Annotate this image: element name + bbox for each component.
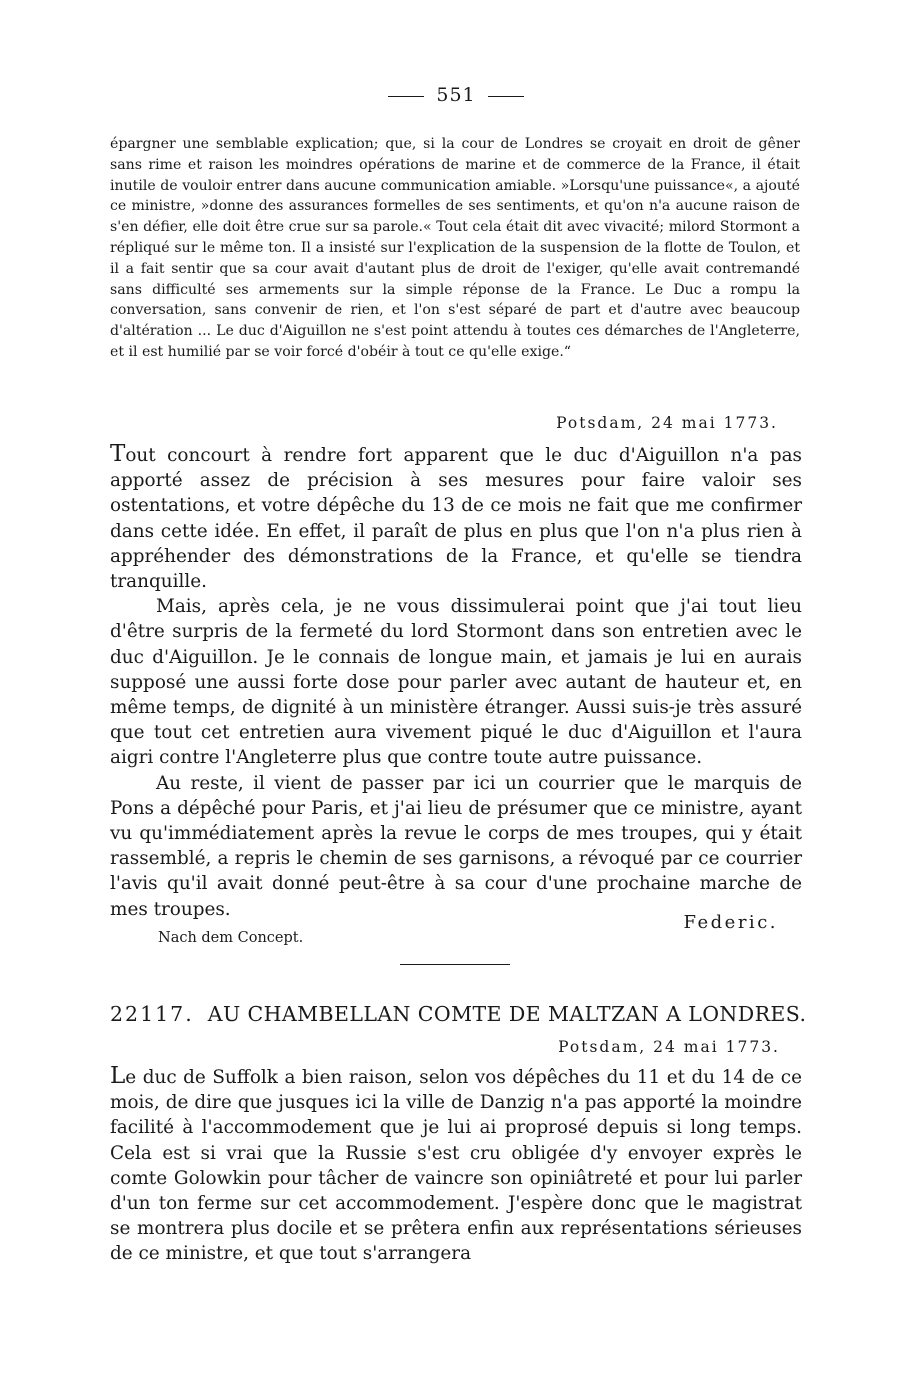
quoted-report: épargner une semblable explication; que, si la cour de Londres se croyait en droit de gêner sans rime et raison les moindres opérations de marine et de commerce de la France, il était inutile de vouloir entrer dans aucune communication amiable. »Lorsqu'une puissance«, a ajouté ce ministre, »donne des assurances formelles de ses sentiments, et qu'on n'a aucune raison de s'en défier, elle doit être crue sur sa parole.« Tout cela était dit avec vivacité; milord Stormont a répliqué sur le même ton. Il a insisté sur l'explication de la suspension de la flotte de Toulon, et il a fait sentir que sa cour avait d'autant plus de droit de l'exiger, qu'elle avait contremandé sans difficulté ses armements sur la simple réponse de la France. Le Duc a rompu la conversation, sans convenir de rien, et l'on s'est séparé de part et d'autre avec beaucoup d'altération ... Le duc d'Aiguillon ne s'est point attendu à toutes ces démarches de l'Angleterre, et il est humilié par se voir forcé d'obéir à tout ce qu'elle exige.“ xyxy=(110,136,800,360)
header-rule-right xyxy=(488,96,524,97)
letter-dateline: Potsdam, 24 mai 1773. xyxy=(558,1038,780,1056)
letter-paragraph: Mais, après cela, je ne vous dissimulerai point que j'ai tout lieu d'être surpris de la fermeté du lord Stormont dans son entretien avec le duc d'Aiguillon. Je le connais de longue main, et jamais je lui en aurais supposé une aussi forte dose pour parler avec autant de hauteur et, en même temps, de dignité à un ministère étranger. Aussi suis-je très assuré que tout cet entretien aura vivement piqué le duc d'Aiguillon et l'aura aigri contre l'Angleterre plus que contre toute autre puissance. xyxy=(110,596,802,769)
letter-number: 22117. xyxy=(110,1002,194,1026)
letter-title: AU CHAMBELLAN COMTE DE MALTZAN A LONDRES. xyxy=(207,1002,807,1026)
letter-heading xyxy=(110,1002,807,1026)
header-rule-left xyxy=(388,96,424,97)
section-divider xyxy=(400,964,510,965)
letter-body xyxy=(110,442,802,922)
letter-paragraph xyxy=(110,442,802,594)
paragraph-text: e duc de Suffolk a bien raison, selon vos dépêches du 11 et du 14 de ce mois, de dire que jusques ici la ville de Danzig n'a pas apporté la moindre facilité à l'accommodement que je lui ai proprosé depuis si long temps. Cela est si vrai que la Russie s'est cru obligée d'y envoyer exprès le comte Golowkin pour tâcher de vaincre son opiniâtreté et pour lui parler d'un ton ferme sur cet accommodement. J'espère donc que le magistrat se montrera plus docile et se prêtera enfin aux représentations sérieuses de ce ministre, et que tout s'arrangera xyxy=(110,1067,802,1265)
initial-letter: T xyxy=(110,441,126,467)
page-header xyxy=(110,84,802,106)
initial-letter: L xyxy=(110,1063,126,1089)
page-number: 551 xyxy=(436,84,476,106)
letter-paragraph xyxy=(110,1064,802,1267)
letter-paragraph: Au reste, il vient de passer par ici un courrier que le marquis de Pons a dépêché pour Paris, et j'ai lieu de présumer que ce ministre, ayant vu qu'immédiatement après la revue le corps de mes troupes, qui y était rassemblé, a repris le chemin de ses garnisons, a révoqué par ce courrier l'avis qu'il avait donné peut-être à sa cour d'une prochaine marche de mes troupes. xyxy=(110,772,802,920)
paragraph-text: out concourt à rendre fort apparent que le duc d'Aiguillon n'a pas apporté assez de précision à ses mesures pour faire valoir ses ostentations, et votre dépêche du 13 de ce mois ne fait que me confirmer dans cette idée. En effet, il paraît de plus en plus que l'on n'a plus rien à appréhender des démonstrations de la France, et qu'elle se tiendra tranquille. xyxy=(110,445,802,593)
signature: Federic. xyxy=(683,912,778,933)
letter-dateline: Potsdam, 24 mai 1773. xyxy=(556,414,778,432)
source-note: Nach dem Concept. xyxy=(158,930,304,946)
